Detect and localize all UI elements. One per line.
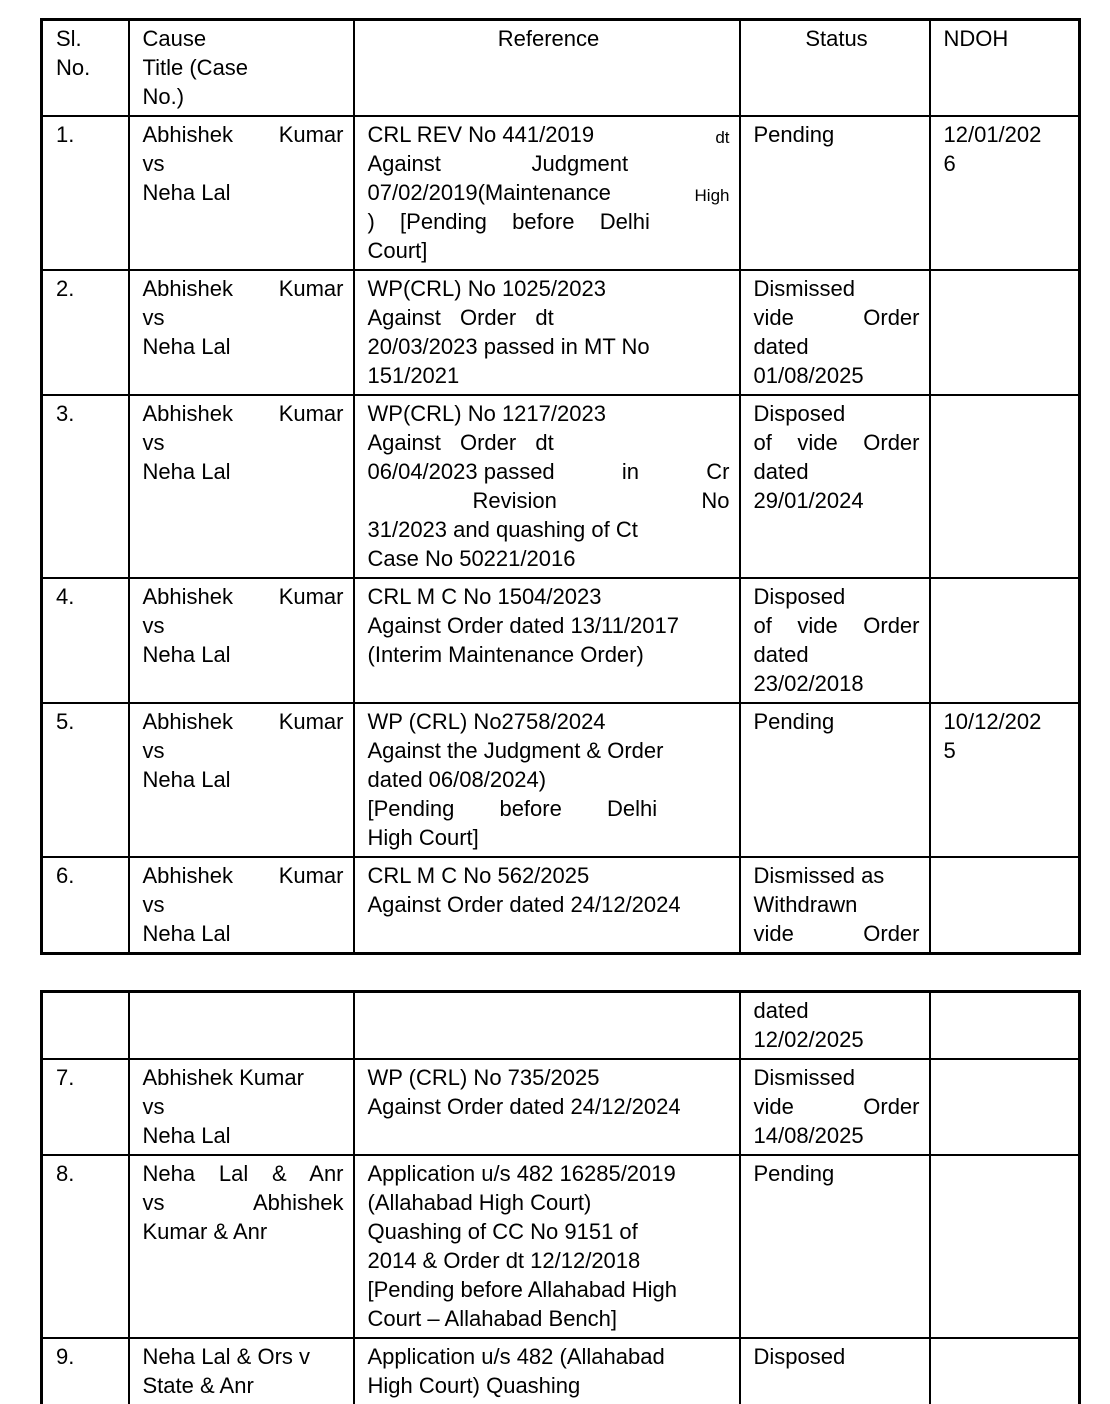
text-line: 1. (56, 122, 75, 147)
text-line: WP (CRL) No 735/2025 (367, 1065, 600, 1090)
text-line: No.) (142, 84, 185, 109)
text-line: CRL M C No 1504/2023 (367, 584, 602, 609)
reference-cell (354, 116, 740, 270)
text-line: ) [Pending before Delhi (367, 209, 650, 234)
text-line: dated (753, 459, 809, 484)
text-line: Neha Lal & Anr (142, 1161, 344, 1186)
text-line: Neha Lal (142, 459, 231, 484)
text-line: 3. (56, 401, 75, 426)
status-cell (740, 578, 930, 703)
text-segment: 06/04/2023 passed (367, 459, 555, 484)
cause-cell (129, 578, 354, 703)
text-line (368, 486, 730, 515)
text-line: vs (142, 613, 165, 638)
ndoh-cell (930, 1338, 1080, 1404)
text-line: CRL M C No 562/2025 (367, 863, 590, 888)
text-line: 01/08/2025 (753, 363, 864, 388)
text-line (368, 120, 730, 149)
cases-table-page-2 (40, 990, 1081, 1404)
case-row-2 (42, 270, 1080, 395)
header-cause-cell (129, 20, 354, 117)
text-line: Abhishek Kumar (142, 401, 344, 426)
text-line: Court – Allahabad Bench] (367, 1306, 618, 1331)
status-cell (740, 1338, 930, 1404)
sl-cell (42, 578, 129, 703)
text-line: 2014 & Order dt 12/12/2018 (367, 1248, 641, 1273)
sl-cell (42, 857, 129, 954)
text-line: Court] (367, 238, 428, 263)
text-line: vide Order (753, 305, 920, 330)
ndoh-cell (930, 1155, 1080, 1338)
text-line: (Allahabad High Court) (367, 1190, 592, 1215)
text-line: vide Order (753, 1094, 920, 1119)
text-line: 6. (56, 863, 75, 888)
cause-cell (129, 703, 354, 857)
text-line: Abhishek Kumar (142, 584, 344, 609)
ndoh-cell (930, 1059, 1080, 1155)
text-line: (Interim Maintenance Order) (367, 642, 644, 667)
text-line: WP (CRL) No2758/2024 (367, 709, 606, 734)
text-segment: Revision (472, 488, 557, 513)
text-line: vs (142, 151, 165, 176)
text-line: of vide Order (753, 613, 920, 638)
sl-cell (42, 1155, 129, 1338)
text-line: NDOH (943, 26, 1009, 51)
text-segment: Cr (706, 459, 730, 484)
status-cell (740, 1059, 930, 1155)
text-line: Against Order dt (367, 305, 554, 330)
text-segment: in (621, 459, 640, 484)
cause-cell (129, 270, 354, 395)
text-line: Neha Lal (142, 921, 231, 946)
text-line: 5. (56, 709, 75, 734)
text-segment-small: dt (715, 128, 730, 147)
ndoh-cell (930, 116, 1080, 270)
cause-cell (129, 1338, 354, 1404)
text-line: [Pending before Allahabad High (367, 1277, 677, 1302)
text-line: vs (142, 430, 165, 455)
case-row-7 (42, 1059, 1080, 1155)
text-line: WP(CRL) No 1025/2023 (367, 276, 606, 301)
reference-cell (354, 1155, 740, 1338)
text-line: Dismissed as (753, 863, 885, 888)
text-line: 5 (943, 738, 956, 763)
text-line: Against Order dated 24/12/2024 (367, 892, 681, 917)
text-line: Neha Lal (142, 642, 231, 667)
cases-table-page-1 (40, 18, 1081, 955)
case-row-4 (42, 578, 1080, 703)
reference-cell (354, 703, 740, 857)
text-line: Pending (753, 1161, 835, 1186)
cause-cell (129, 1059, 354, 1155)
text-line: Reference (497, 26, 600, 51)
text-line: Against the Judgment & Order (367, 738, 664, 763)
text-line: Pending (753, 122, 835, 147)
text-line: 8. (56, 1161, 75, 1186)
text-line: Abhishek Kumar (142, 863, 344, 888)
header-ndoh-cell (930, 20, 1080, 117)
text-line: Neha Lal (142, 180, 231, 205)
text-line: vs (142, 738, 165, 763)
text-line: No. (56, 55, 91, 80)
text-line: 12/01/202 (943, 122, 1042, 147)
case-row-8 (42, 1155, 1080, 1338)
text-line (368, 457, 730, 486)
text-line: dated 06/08/2024) (367, 767, 547, 792)
text-segment-small: High (694, 186, 730, 205)
text-segment: 07/02/2019(Maintenance (367, 180, 611, 205)
cause-cell (129, 395, 354, 578)
text-line: Neha Lal (142, 767, 231, 792)
text-line: Against Order dt (367, 430, 554, 455)
status-cell (740, 857, 930, 954)
status-cell (740, 1155, 930, 1338)
text-line: Against Order dated 24/12/2024 (367, 1094, 681, 1119)
text-line: 4. (56, 584, 75, 609)
sl-cell (42, 395, 129, 578)
text-line: dated (753, 334, 809, 359)
text-segment: No (701, 488, 730, 513)
text-line: 7. (56, 1065, 75, 1090)
text-line: 9. (56, 1344, 75, 1369)
text-line: vide Order (753, 921, 920, 946)
cause-cell (129, 992, 354, 1060)
reference-cell (354, 857, 740, 954)
sl-cell (42, 992, 129, 1060)
text-line: 12/02/2025 (753, 1027, 864, 1052)
text-line: 20/03/2023 passed in MT No (367, 334, 650, 359)
text-segment: CRL REV No 441/2019 (367, 122, 595, 147)
cause-cell (129, 857, 354, 954)
reference-cell (354, 1338, 740, 1404)
sl-cell (42, 116, 129, 270)
header-row (42, 20, 1080, 117)
text-line: of vide Order (753, 430, 920, 455)
case-row-9 (42, 1338, 1080, 1404)
text-line: dated (753, 642, 809, 667)
text-line: Sl. (56, 26, 82, 51)
text-line: Against Judgment (367, 151, 629, 176)
status-cell (740, 395, 930, 578)
text-line: vs (142, 1094, 165, 1119)
status-cell (740, 116, 930, 270)
text-line: vs (142, 892, 165, 917)
text-line: Status (805, 26, 868, 51)
case-row-5 (42, 703, 1080, 857)
case-row-6-continuation (42, 992, 1080, 1060)
ndoh-cell (930, 703, 1080, 857)
ndoh-cell (930, 395, 1080, 578)
sl-cell (42, 703, 129, 857)
text-line: 23/02/2018 (753, 671, 864, 696)
text-line: Neha Lal (142, 334, 231, 359)
sl-cell (42, 1059, 129, 1155)
text-line: Dismissed (753, 276, 855, 301)
text-line: 14/08/2025 (753, 1123, 864, 1148)
text-line: vs (142, 305, 165, 330)
text-line: Abhishek Kumar (142, 1065, 304, 1090)
text-line: Withdrawn (753, 892, 858, 917)
text-line: Application u/s 482 16285/2019 (367, 1161, 676, 1186)
case-row-3 (42, 395, 1080, 578)
header-status-cell (740, 20, 930, 117)
text-line: Abhishek Kumar (142, 276, 344, 301)
text-line: [Pending before Delhi (367, 796, 658, 821)
text-line: Case No 50221/2016 (367, 546, 576, 571)
text-line: Neha Lal & Ors v (142, 1344, 311, 1369)
case-row-6 (42, 857, 1080, 954)
reference-cell (354, 270, 740, 395)
reference-cell (354, 395, 740, 578)
reference-cell (354, 992, 740, 1060)
cause-cell (129, 1155, 354, 1338)
status-cell (740, 270, 930, 395)
text-line: Disposed (753, 1344, 846, 1369)
cause-cell (129, 116, 354, 270)
text-line: 151/2021 (367, 363, 460, 388)
header-reference-cell (354, 20, 740, 117)
text-line: High Court] (367, 825, 479, 850)
text-line: State & Anr (142, 1373, 254, 1398)
text-line: Title (Case (142, 55, 249, 80)
text-line: Application u/s 482 (Allahabad (367, 1344, 665, 1369)
text-line: 10/12/202 (943, 709, 1042, 734)
text-line: Quashing of CC No 9151 of (367, 1219, 638, 1244)
text-line: vs Abhishek (142, 1190, 344, 1215)
text-line: Cause (142, 26, 207, 51)
reference-cell (354, 1059, 740, 1155)
text-line: Abhishek Kumar (142, 122, 344, 147)
text-line: Pending (753, 709, 835, 734)
text-line (368, 178, 730, 207)
reference-cell (354, 578, 740, 703)
text-line: Disposed (753, 584, 846, 609)
ndoh-cell (930, 992, 1080, 1060)
text-line: Against Order dated 13/11/2017 (367, 613, 679, 638)
ndoh-cell (930, 857, 1080, 954)
text-line: WP(CRL) No 1217/2023 (367, 401, 606, 426)
text-line: Neha Lal (142, 1123, 231, 1148)
text-line: Dismissed (753, 1065, 855, 1090)
text-line: 2. (56, 276, 75, 301)
ndoh-cell (930, 270, 1080, 395)
text-line: dated (753, 998, 809, 1023)
text-line: 31/2023 and quashing of Ct (367, 517, 638, 542)
text-line: 6 (943, 151, 956, 176)
text-line: Kumar & Anr (142, 1219, 268, 1244)
sl-cell (42, 270, 129, 395)
ndoh-cell (930, 578, 1080, 703)
text-line: Disposed (753, 401, 846, 426)
sl-cell (42, 1338, 129, 1404)
status-cell (740, 992, 930, 1060)
text-line: 29/01/2024 (753, 488, 864, 513)
text-line: Abhishek Kumar (142, 709, 344, 734)
case-row-1 (42, 116, 1080, 270)
header-sl-cell (42, 20, 129, 117)
status-cell (740, 703, 930, 857)
text-line: High Court) Quashing (367, 1373, 581, 1398)
